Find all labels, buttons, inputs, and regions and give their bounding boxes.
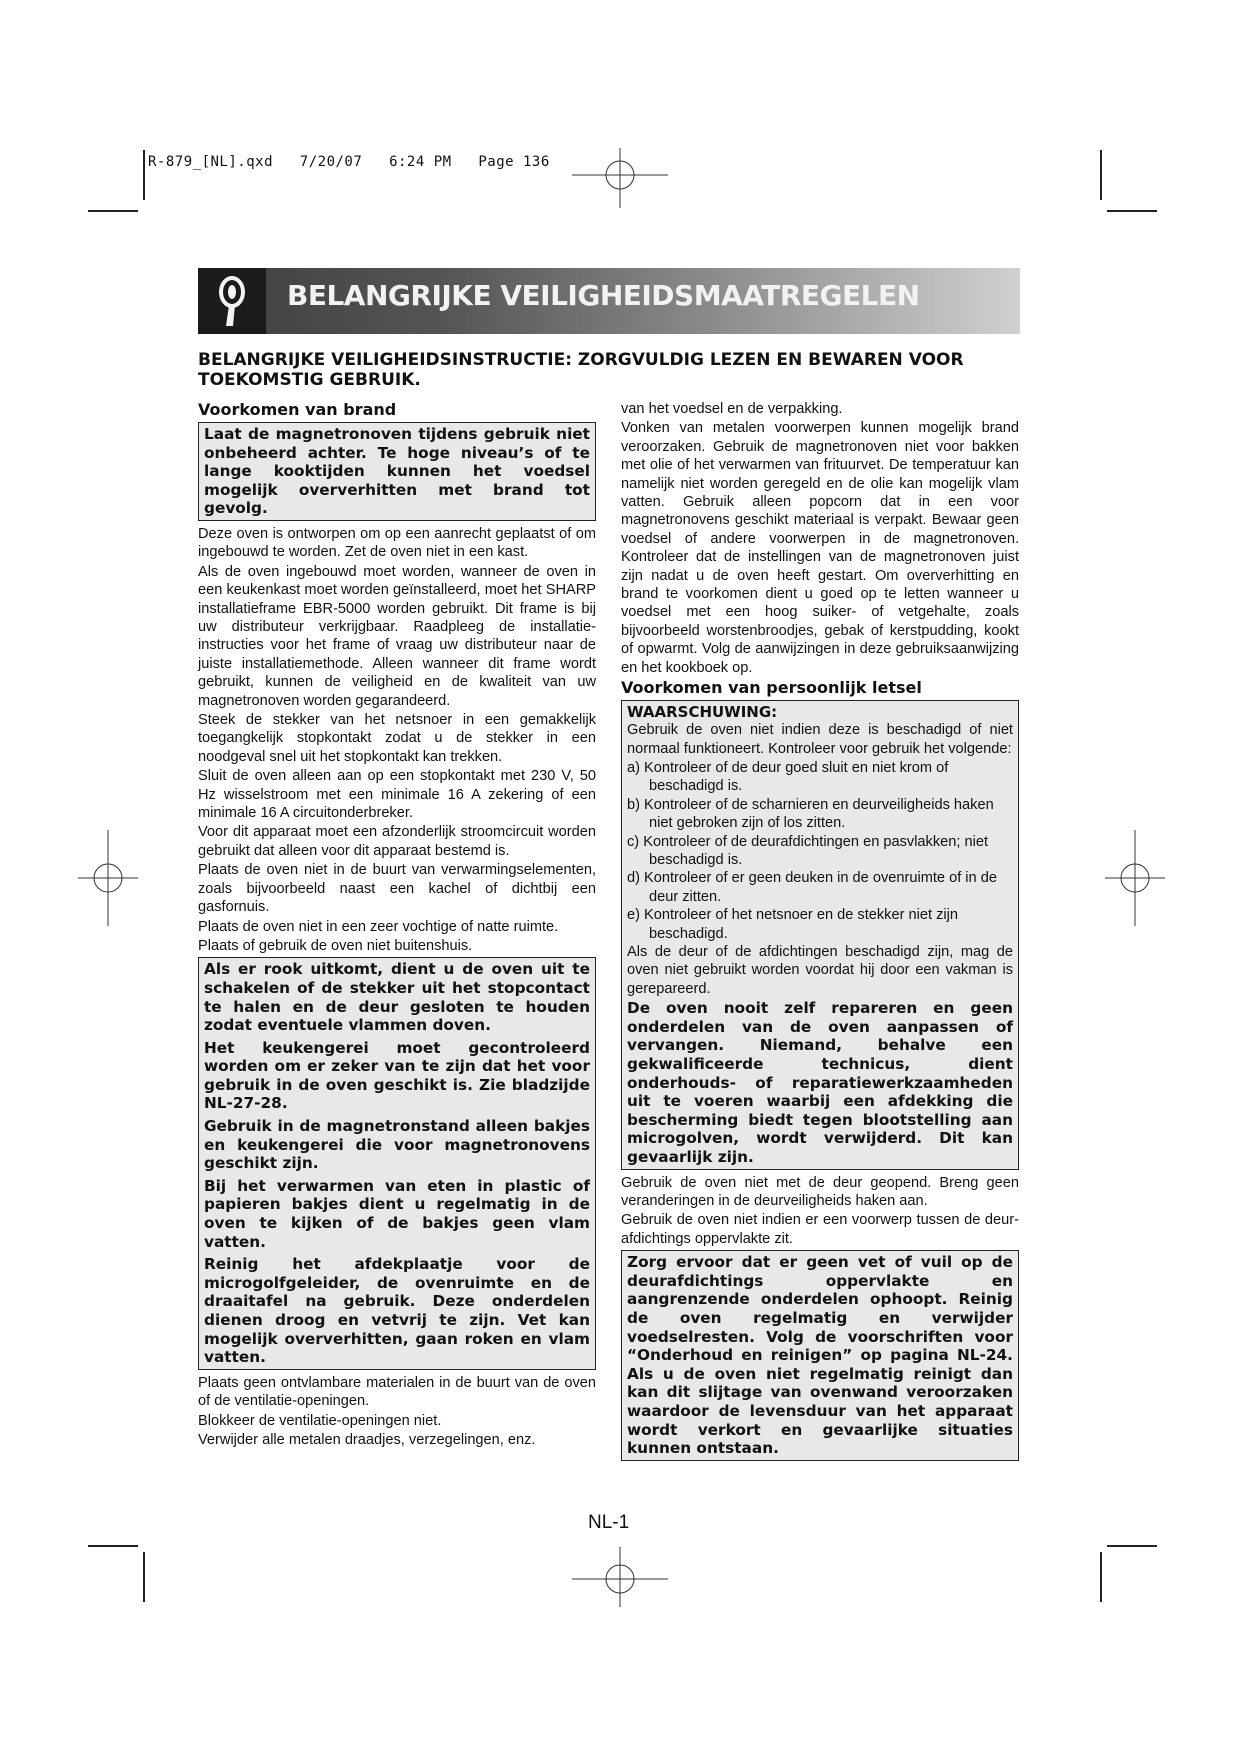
paragraph: Plaats of gebruik de oven niet buitenshuis.: [198, 937, 473, 954]
crop-mark: [1107, 1545, 1157, 1547]
paragraph: Als de deur of de afdichtingen beschadigd zijn, mag de oven niet gebruikt worden voordat hij door een vakman is gerepareerd.: [627, 943, 1013, 997]
crop-mark: [1100, 150, 1102, 200]
paragraph: Blokkeer de ventilatie-openingen niet.: [198, 1412, 442, 1429]
paragraph: Sluit de oven alleen aan op een stopkontakt met 230 V, 50 Hz wisselstroom met een minimale 16 A zekering of een minimale 16 A circuitonderbreker.: [198, 768, 596, 822]
warning-text: Het keukengerei moet gecontroleerd worden om er zeker van te zijn dat het voor gebruik in de oven geschikt is. Zie bladzijde NL-27-28.: [204, 1038, 590, 1113]
crop-mark: [88, 1545, 138, 1547]
list-item: b) Kontroleer of de scharnieren en deurveiligheids haken niet gebroken zijn of los zitten.: [627, 796, 994, 832]
warning-text: Gebruik in de magnetronstand alleen bakjes en keukengerei die voor magnetronovens geschikt zijn.: [204, 1117, 590, 1173]
warning-box: [198, 422, 596, 521]
paragraph: Gebruik de oven niet indien er een voorwerp tussen de deur-afdichtings oppervlakte zit.: [621, 1212, 1019, 1247]
right-column: [621, 400, 1019, 1465]
left-column: [198, 400, 596, 1450]
print-slug: R-879_[NL].qxd 7/20/07 6:24 PM Page 136: [148, 154, 550, 170]
heading-injury: Voorkomen van persoonlijk letsel: [621, 678, 922, 698]
warning-box: [198, 957, 596, 1369]
paragraph: Gebruik de oven niet indien deze is beschadigd of niet normaal funktioneert. Kontroleer voor gebruik het volgende:: [627, 722, 1013, 757]
list-item: e) Kontroleer of het netsnoer en de stekker niet zijn beschadigd.: [627, 907, 958, 942]
warning-box: [621, 1250, 1019, 1461]
crop-mark: [143, 1552, 145, 1602]
page-number: NL-1: [588, 1512, 630, 1533]
list-item: c) Kontroleer of de deurafdichtingen en pasvlakken; niet beschadigd is.: [627, 833, 989, 868]
heading-fire: Voorkomen van brand: [198, 400, 397, 419]
warning-text: Reinig het afdekplaatje voor de microgolfgeleider, de ovenruimte en de draaitafel na gebruik. Deze onderdelen dienen droog en vetvrij te zijn. Vet kan mogelijk oververhitten, gaan roken en vlam vatten.: [204, 1255, 590, 1367]
crop-mark: [88, 210, 138, 212]
warning-text: Bij het verwarmen van eten in plastic of papieren bakjes dient u regelmatig in de oven te kijken of de bakjes geen vlam vatten.: [204, 1176, 590, 1251]
registration-mark-icon: [1105, 830, 1165, 926]
paragraph: Voor dit apparaat moet een afzonderlijk stroomcircuit worden gebruikt dat alleen voor dit apparaat bestemd is.: [198, 824, 596, 859]
list-item: d) Kontroleer of er geen deuken in de ovenruimte of in de deur zitten.: [627, 870, 997, 905]
crop-mark: [143, 150, 145, 200]
paragraph: Deze oven is ontworpen om op een aanrecht geplaatst of om ingebouwd te worden. Zet de oven niet in een kast.: [198, 525, 596, 561]
banner-icon-box: [198, 268, 266, 334]
intro-heading: BELANGRIJKE VEILIGHEIDSINSTRUCTIE: ZORGVULDIG LEZEN EN BEWAREN VOOR TOEKOMSTIG GEBRUIK.: [198, 350, 964, 390]
crop-mark: [1107, 210, 1157, 212]
paragraph: Steek de stekker van het netsnoer in een gemakkelijk toegangkelijk stopkontakt zodat u de stekker in een noodgeval snel uit het stopkontakt kan trekken.: [198, 712, 596, 765]
warning-text: Laat de magnetronoven tijdens gebruik niet onbeheerd achter. Te hoge niveau’s of te lange kooktijden kunnen het voedsel mogelijk oververhitten met brand tot gevolg.: [204, 425, 590, 518]
paragraph: Verwijder alle metalen draadjes, verzegelingen, enz.: [198, 1432, 536, 1448]
list-item: a) Kontroleer of de deur goed sluit en niet krom of beschadigd is.: [627, 759, 949, 795]
paragraph: van het voedsel en de verpakking.: [621, 401, 843, 417]
paragraph: Gebruik de oven niet met de deur geopend. Breng geen veranderingen in de deurveiligheids haken aan.: [621, 1174, 1019, 1209]
crop-mark: [1100, 1552, 1102, 1602]
paragraph: Plaats geen ontvlambare materialen in de buurt van de oven of de ventilatie-openingen.: [198, 1374, 596, 1410]
warning-text: De oven nooit zelf repareren en geen onderdelen van de oven aanpassen of vervangen. Niemand, behalve een gekwalificeerde technicus, dient onderhouds- of reparatiewerkzaamheden uit te voeren waarbij een afdekking die bescherming biedt tegen blootstelling aan microgolven, wordt verwijderd. Dit kan gevaarlijk zijn.: [627, 999, 1013, 1166]
warning-title: WAARSCHUWING:: [627, 703, 778, 722]
warning-box: [621, 700, 1019, 1169]
paragraph: Vonken van metalen voorwerpen kunnen mogelijk brand veroorzaken. Gebruik de magnetronoven niet voor bakken met olie of het verwarmen van frituurvet. De temperatuur kan namelijk niet worden geregeld en de olie kan mogelijk vlam vatten. Gebruik alleen popcorn dat in een voor magnetronovens geschikt materiaal is verpakt. Bewaar geen voedsel of andere voorwerpen in de magnetronoven. Kontroleer dat de instellingen van de magnetronoven juist zijn nadat u de oven heeft gestart. Om oververhitting en brand te voorkomen dient u goed op te letten wanneer u voedsel met een hoog suiker- of vetgehalte, zoals bijvoorbeeld worstenbroodjes, gebak of kerstpudding, kookt of opwarmt. Volg de aanwijzingen in deze gebruiksaanwijzing en het kookboek op.: [621, 420, 1019, 676]
page-title: BELANGRIJKE VEILIGHEIDSMAATREGELEN: [287, 279, 920, 312]
paragraph: Plaats de oven niet in de buurt van verwarmingselementen, zoals bijvoorbeeld naast een kachel of dichtbij een gasfornuis.: [198, 862, 596, 916]
registration-mark-icon: [572, 148, 668, 208]
paragraph: Als de oven ingebouwd moet worden, wanneer de oven in een keukenkast moet worden geïnstalleerd, moet het SHARP installatieframe EBR-5000 worden gebruikt. Dit frame is bij uw distributeur verkrijgbaar. Raadpleeg de installatie-instructies voor het frame of vraag uw distributeur naar de juiste installatiemethode. Alleen wanneer dit frame wordt gebruikt, kunnen de veiligheid en de kwaliteit van uw magnetronoven worden gegarandeerd.: [198, 563, 596, 709]
warning-text: Zorg ervoor dat er geen vet of vuil op de deurafdichtings oppervlakte en aangrenzende onderdelen ophoopt. Reinig de oven regelmatig en verwijder voedselresten. Volg de voorschriften voor “Onderhoud en reinigen” op pagina NL-24. Als u de oven niet regelmatig reinigt dan kan dit slijtage van ovenwand veroorzaken waardoor de levensduur van het apparaat wordt verkort en gevaarlijke situaties kunnen ontstaan.: [627, 1253, 1013, 1458]
exclamation-icon: [198, 268, 266, 334]
registration-mark-icon: [78, 830, 138, 926]
registration-mark-icon: [572, 1547, 668, 1607]
warning-text: Als er rook uitkomt, dient u de oven uit te schakelen of de stekker uit het stopcontact te halen en de deur gesloten te houden zodat eventuele vlammen doven.: [204, 960, 590, 1035]
paragraph: Plaats de oven niet in een zeer vochtige of natte ruimte.: [198, 918, 559, 935]
